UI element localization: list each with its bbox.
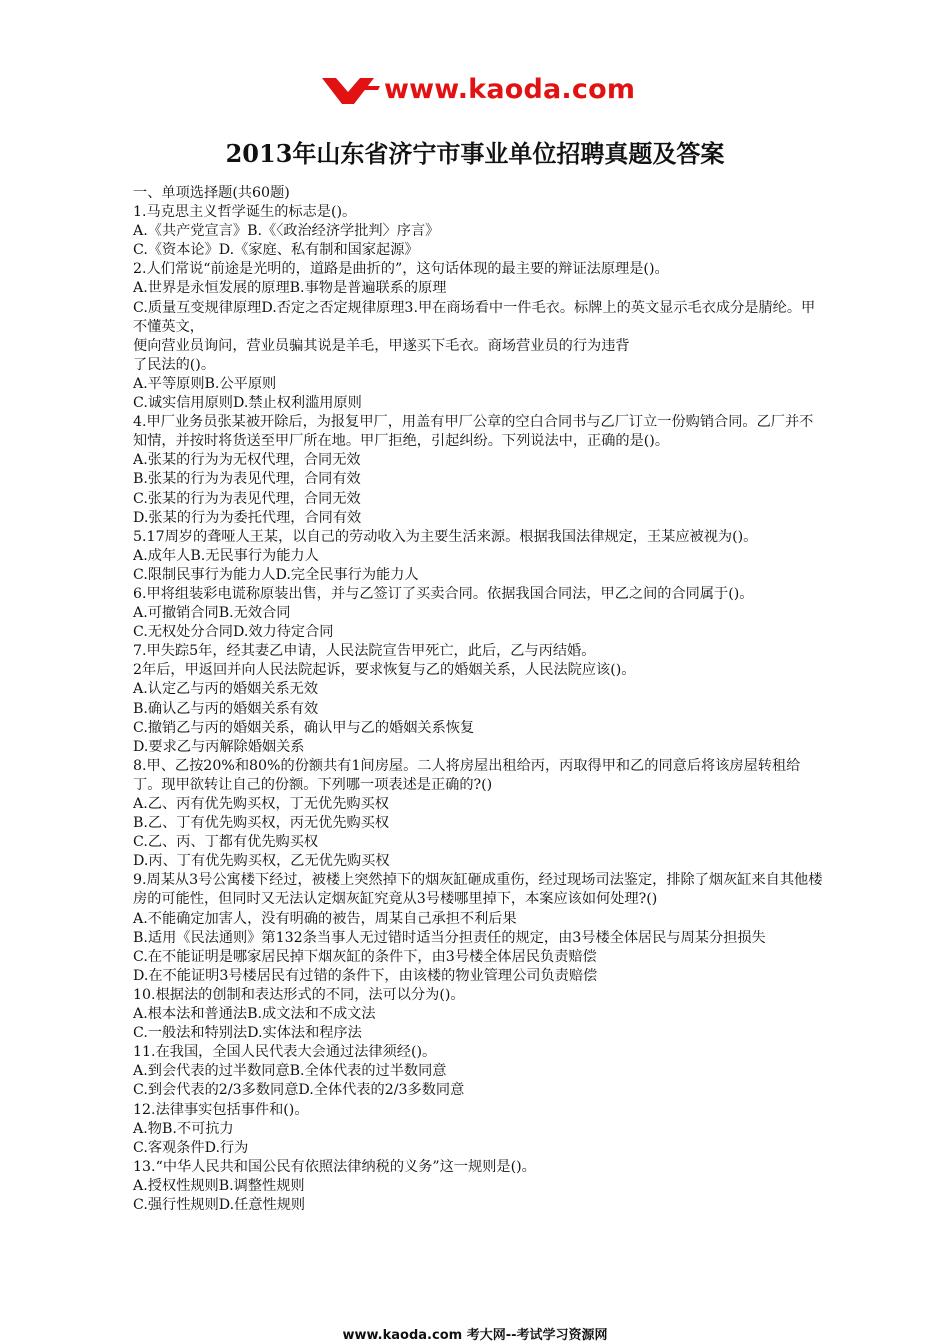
document-line: D.张某的行为为委托代理，合同有效 bbox=[133, 509, 362, 526]
document-line: C.限制民事行为能力人D.完全民事行为能力人 bbox=[133, 566, 419, 583]
document-title: 2013年山东省济宁市事业单位招聘真题及答案 bbox=[225, 139, 725, 168]
document-line: C.乙、丙、丁都有优先购买权 bbox=[133, 834, 319, 851]
document-line: A.平等原则B.公平原则 bbox=[133, 375, 277, 392]
kaoda-logo-icon bbox=[322, 76, 384, 106]
document-line: D.丙、丁有优先购买权，乙无优先购买权 bbox=[133, 853, 390, 870]
document-line: A.认定乙与丙的婚姻关系无效 bbox=[133, 681, 319, 698]
document-line: C.撤销乙与丙的婚姻关系，确认甲与乙的婚姻关系恢复 bbox=[133, 719, 475, 736]
document-line: 10.根据法的创制和表达形式的不同，法可以分为()。 bbox=[133, 986, 465, 1003]
document-line: 2.人们常说“前途是光明的，道路是曲折的”，这句话体现的最主要的辩证法原理是()。 bbox=[133, 261, 669, 278]
document-line: 8.甲、乙按20%和80%的份额共有1间房屋。二人将房屋出租给丙，丙取得甲和乙的同意后将该房屋转租给丁。现甲欲转让自己的份额。下列哪一项表述是正确的?() bbox=[133, 757, 801, 793]
document-line: A.乙、丙有优先购买权，丁无优先购买权 bbox=[133, 796, 389, 812]
document-line: A.《共产党宣言》B.《〈政治经济学批判〉序言》 bbox=[133, 223, 440, 240]
logo-text: www.kaoda.com bbox=[384, 74, 636, 105]
document-line: 12.法律事实包括事件和()。 bbox=[133, 1101, 309, 1118]
document-line: 11.在我国，全国人民代表大会通过法律须经()。 bbox=[133, 1044, 437, 1061]
document-line: A.张某的行为为无权代理，合同无效 bbox=[133, 452, 361, 469]
document-line: 13.“中华人民共和国公民有依照法律纳税的义务”这一规则是()。 bbox=[133, 1158, 536, 1175]
document-line: C.到会代表的2/3多数同意D.全体代表的2/3多数同意 bbox=[133, 1082, 465, 1099]
document-line: A.成年人B.无民事行为能力人 bbox=[133, 547, 319, 564]
document-line: A.可撤销合同B.无效合同 bbox=[133, 605, 291, 622]
document-line: B.适用《民法通则》第132条当事人无过错时适当分担责任的规定，由3号楼全体居民与周某分担损失 bbox=[133, 929, 766, 946]
document-line: C.质量互变规律原理D.否定之否定规律原理3.甲在商场看中一件毛衣。标牌上的英文显示毛衣成分是腈纶。甲不懂英文， bbox=[133, 299, 816, 335]
document-line: A.世界是永恒发展的原理B.事物是普遍联系的原理 bbox=[133, 280, 447, 297]
document-line: C.在不能证明是哪家居民掉下烟灰缸的条件下，由3号楼全体居民负责赔偿 bbox=[133, 948, 597, 965]
document-line: C.客观条件D.行为 bbox=[133, 1139, 249, 1156]
section-heading: 一、单项选择题(共60题) bbox=[133, 185, 290, 201]
document-line: 7.甲失踪5年，经其妻乙申请，人民法院宣告甲死亡，此后，乙与丙结婚。 bbox=[133, 643, 596, 660]
document-line: C.张某的行为为表见代理，合同无效 bbox=[133, 490, 361, 507]
document-line: A.物B.不可抗力 bbox=[133, 1120, 234, 1137]
document-line: A.到会代表的过半数同意B.全体代表的过半数同意 bbox=[133, 1063, 447, 1080]
document-line: C.《资本论》D.《家庭、私有制和国家起源》 bbox=[133, 242, 419, 259]
document-line: D.在不能证明3号楼居民有过错的条件下，由该楼的物业管理公司负责赔偿 bbox=[133, 967, 598, 984]
document-line: C.无权处分合同D.效力待定合同 bbox=[133, 624, 334, 641]
document-line: 了民法的()。 bbox=[133, 356, 216, 373]
document-line: D.要求乙与丙解除婚姻关系 bbox=[133, 738, 305, 755]
document-line: B.乙、丁有优先购买权，丙无优先购买权 bbox=[133, 815, 390, 832]
document-line: 5.17周岁的聋哑人王某，以自己的劳动收入为主要生活来源。根据我国法律规定，王某应被视为()。 bbox=[133, 528, 758, 545]
page-footer: www.kaoda.com 考大网--考试学习资源网 bbox=[342, 1328, 608, 1343]
document-line: C.诚实信用原则D.禁止权利滥用原则 bbox=[133, 395, 362, 412]
document-line: C.一般法和特别法D.实体法和程序法 bbox=[133, 1025, 362, 1042]
document-line: A.不能确定加害人，没有明确的被告，周某自己承担不利后果 bbox=[133, 910, 517, 927]
document-body bbox=[133, 184, 823, 1215]
document-line: A.根本法和普通法B.成文法和不成文法 bbox=[133, 1006, 376, 1023]
document-line: C.强行性规则D.任意性规则 bbox=[133, 1196, 306, 1213]
document-line: 2年后，甲返回并向人民法院起诉，要求恢复与乙的婚姻关系，人民法院应该()。 bbox=[133, 662, 636, 679]
document-line: 便向营业员询问，营业员骗其说是羊毛，甲遂买下毛衣。商场营业员的行为违背 bbox=[133, 337, 630, 354]
document-line: B.张某的行为为表见代理，合同有效 bbox=[133, 471, 361, 488]
document-line: A.授权性规则B.调整性规则 bbox=[133, 1177, 305, 1194]
site-logo[interactable] bbox=[322, 72, 642, 112]
document-line: 9.周某从3号公寓楼下经过，被楼上突然掉下的烟灰缸砸成重伤，经过现场司法鉴定，排除了烟灰缸来自其他楼房的可能性，但同时又无法认定烟灰缸究竟从3号楼哪里掉下，本案应该如何处理?() bbox=[133, 872, 823, 908]
document-line: 1.马克思主义哲学诞生的标志是()。 bbox=[133, 204, 357, 221]
document-line: B.确认乙与丙的婚姻关系有效 bbox=[133, 700, 319, 717]
document-line: 6.甲将组装彩电谎称原装出售，并与乙签订了买卖合同。依据我国合同法，甲乙之间的合同属于()。 bbox=[133, 585, 754, 602]
document-line: 4.甲厂业务员张某被开除后，为报复甲厂，用盖有甲厂公章的空白合同书与乙厂订立一份购销合同。乙厂并不知情，并按时将货送至甲厂所在地。甲厂拒绝，引起纠纷。下列说法中，正确的是()。 bbox=[133, 414, 814, 450]
